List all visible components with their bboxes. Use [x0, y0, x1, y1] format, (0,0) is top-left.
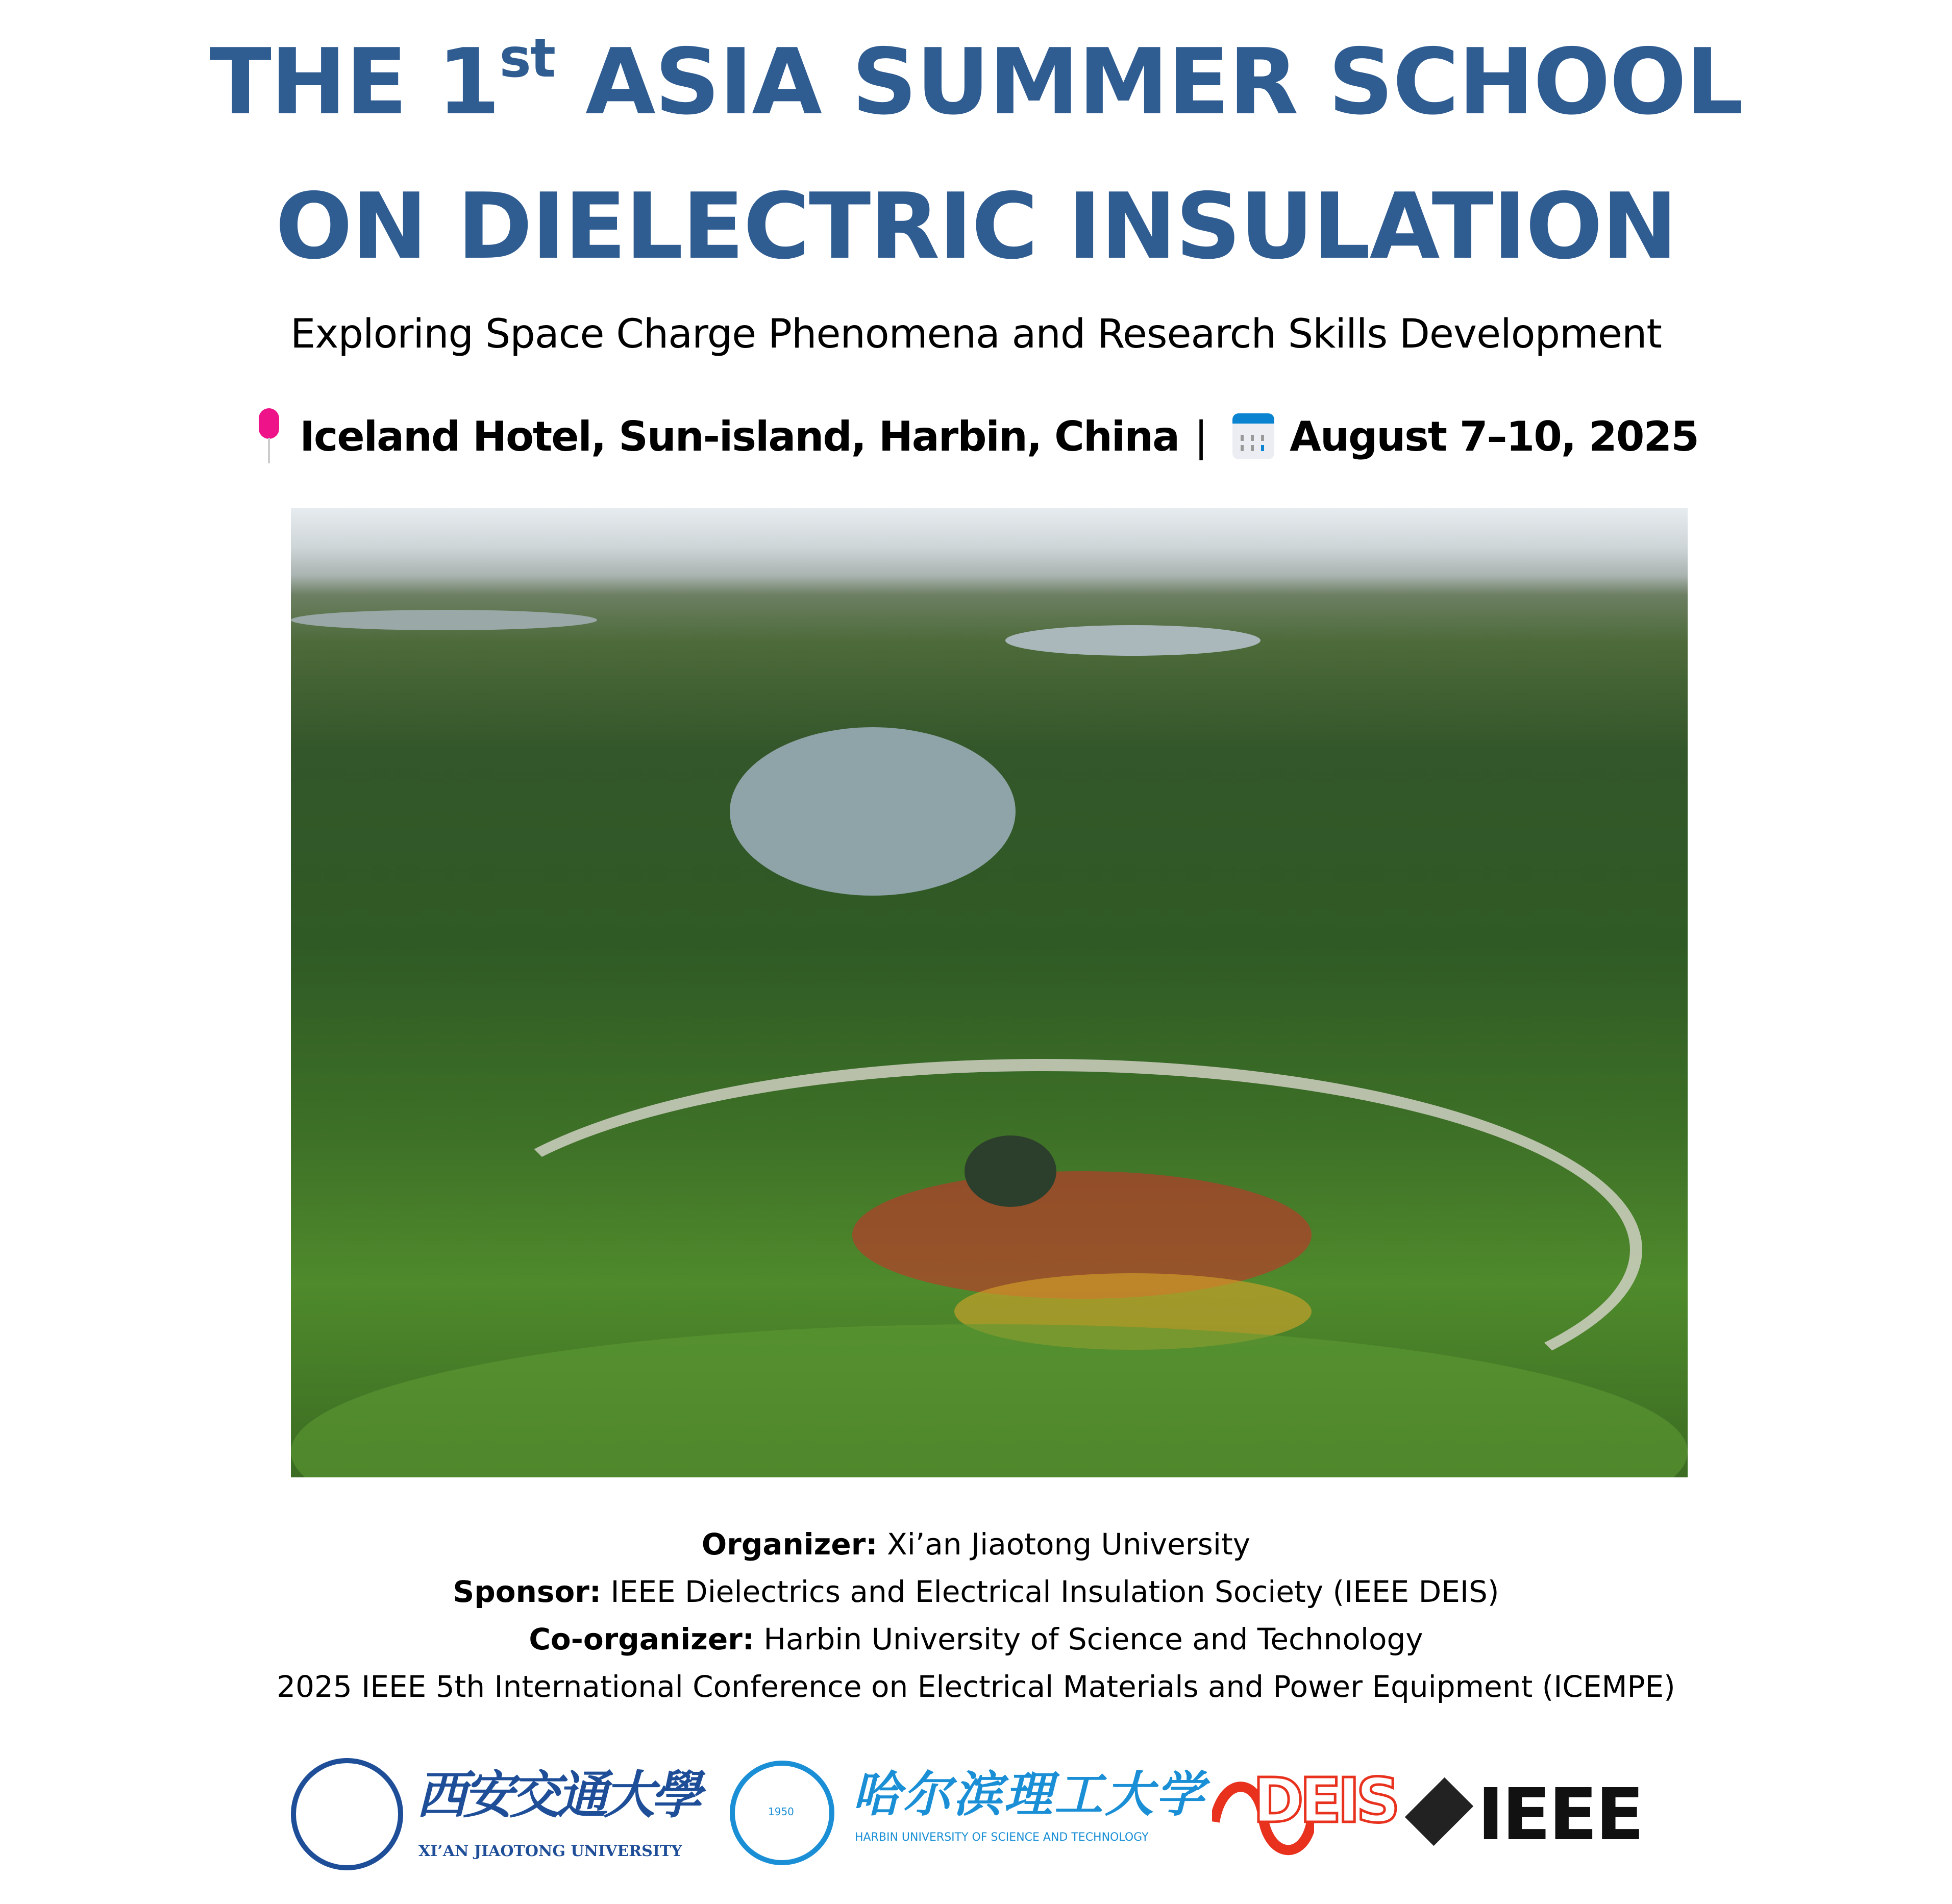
aerial-park-photo	[291, 508, 1688, 1477]
event-info	[0, 408, 1952, 464]
coorganizer-line: Co-organizer: Harbin University of Science and Technology	[529, 1622, 1423, 1656]
ieee-logo: IEEE	[1477, 1773, 1642, 1857]
sponsor-line: Sponsor: IEEE Dielectrics and Electrical Insulation Society (IEEE DEIS)	[453, 1574, 1499, 1609]
location: Iceland Hotel, Sun-island, Harbin, China	[300, 412, 1179, 460]
title-line-2: ON DIELECTRIC INSULATION	[275, 174, 1677, 279]
river	[1005, 625, 1261, 656]
subtitle: Exploring Space Charge Phenomena and Research Skills Development	[290, 311, 1662, 357]
dates: August 7–10, 2025	[1290, 412, 1698, 460]
xjtu-english-name: XI’AN JIAOTONG UNIVERSITY	[418, 1842, 682, 1860]
separator: |	[1194, 412, 1207, 460]
title-line-1: THE 1st ASIA SUMMER SCHOOL	[209, 27, 1743, 135]
xjtu-chinese-name: 西安交通大學	[416, 1765, 698, 1825]
hust-seal-year: 1950	[768, 1806, 794, 1818]
pond	[965, 1135, 1056, 1207]
deis-logo: DEIS	[1253, 1766, 1396, 1837]
credits	[0, 1521, 1952, 1711]
ieee-diamond-icon	[1405, 1777, 1473, 1846]
hust-chinese-name: 哈尔滨理工大学	[852, 1766, 1206, 1823]
hust-seal-logo	[730, 1761, 834, 1865]
logo-bar	[291, 1755, 1664, 1873]
xjtu-seal-logo	[291, 1758, 403, 1870]
river	[291, 610, 597, 630]
calendar-icon	[1232, 413, 1274, 459]
conference-line: 2025 IEEE 5th International Conference on Electrical Materials and Power Equipment (ICEMPE)	[277, 1669, 1675, 1704]
pushpin-icon	[254, 408, 284, 464]
organizer-line: Organizer: Xi’an Jiaotong University	[701, 1527, 1251, 1562]
hust-english-name: HARBIN UNIVERSITY OF SCIENCE AND TECHNOLOGY	[855, 1831, 1149, 1844]
lake	[730, 727, 1016, 896]
